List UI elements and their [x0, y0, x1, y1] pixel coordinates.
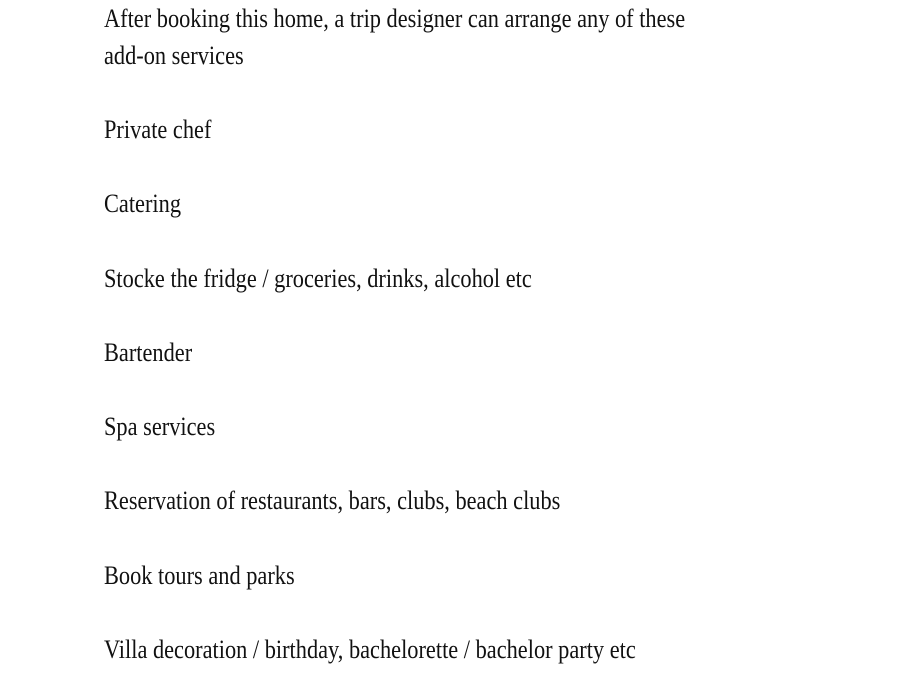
- service-item-reservations: Reservation of restaurants, bars, clubs, beach clubs: [104, 486, 561, 516]
- service-item-bartender: Bartender: [104, 337, 193, 367]
- service-item-villa-decoration: Villa decoration / birthday, bachelorette / bachelor party etc: [104, 635, 636, 665]
- intro-paragraph: [104, 0, 792, 74]
- service-item-spa-services: Spa services: [104, 412, 216, 442]
- service-item-catering: Catering: [104, 189, 181, 219]
- service-list: [104, 111, 792, 668]
- document-body: [104, 0, 792, 668]
- intro-line-2: add-on services: [104, 41, 244, 70]
- service-item-private-chef: Private chef: [104, 115, 212, 144]
- intro-line-1: After booking this home, a trip designer can arrange any of these: [104, 4, 686, 33]
- service-item-tours-parks: Book tours and parks: [104, 560, 295, 590]
- service-item-stock-fridge: Stocke the fridge / groceries, drinks, alcohol etc: [104, 263, 532, 293]
